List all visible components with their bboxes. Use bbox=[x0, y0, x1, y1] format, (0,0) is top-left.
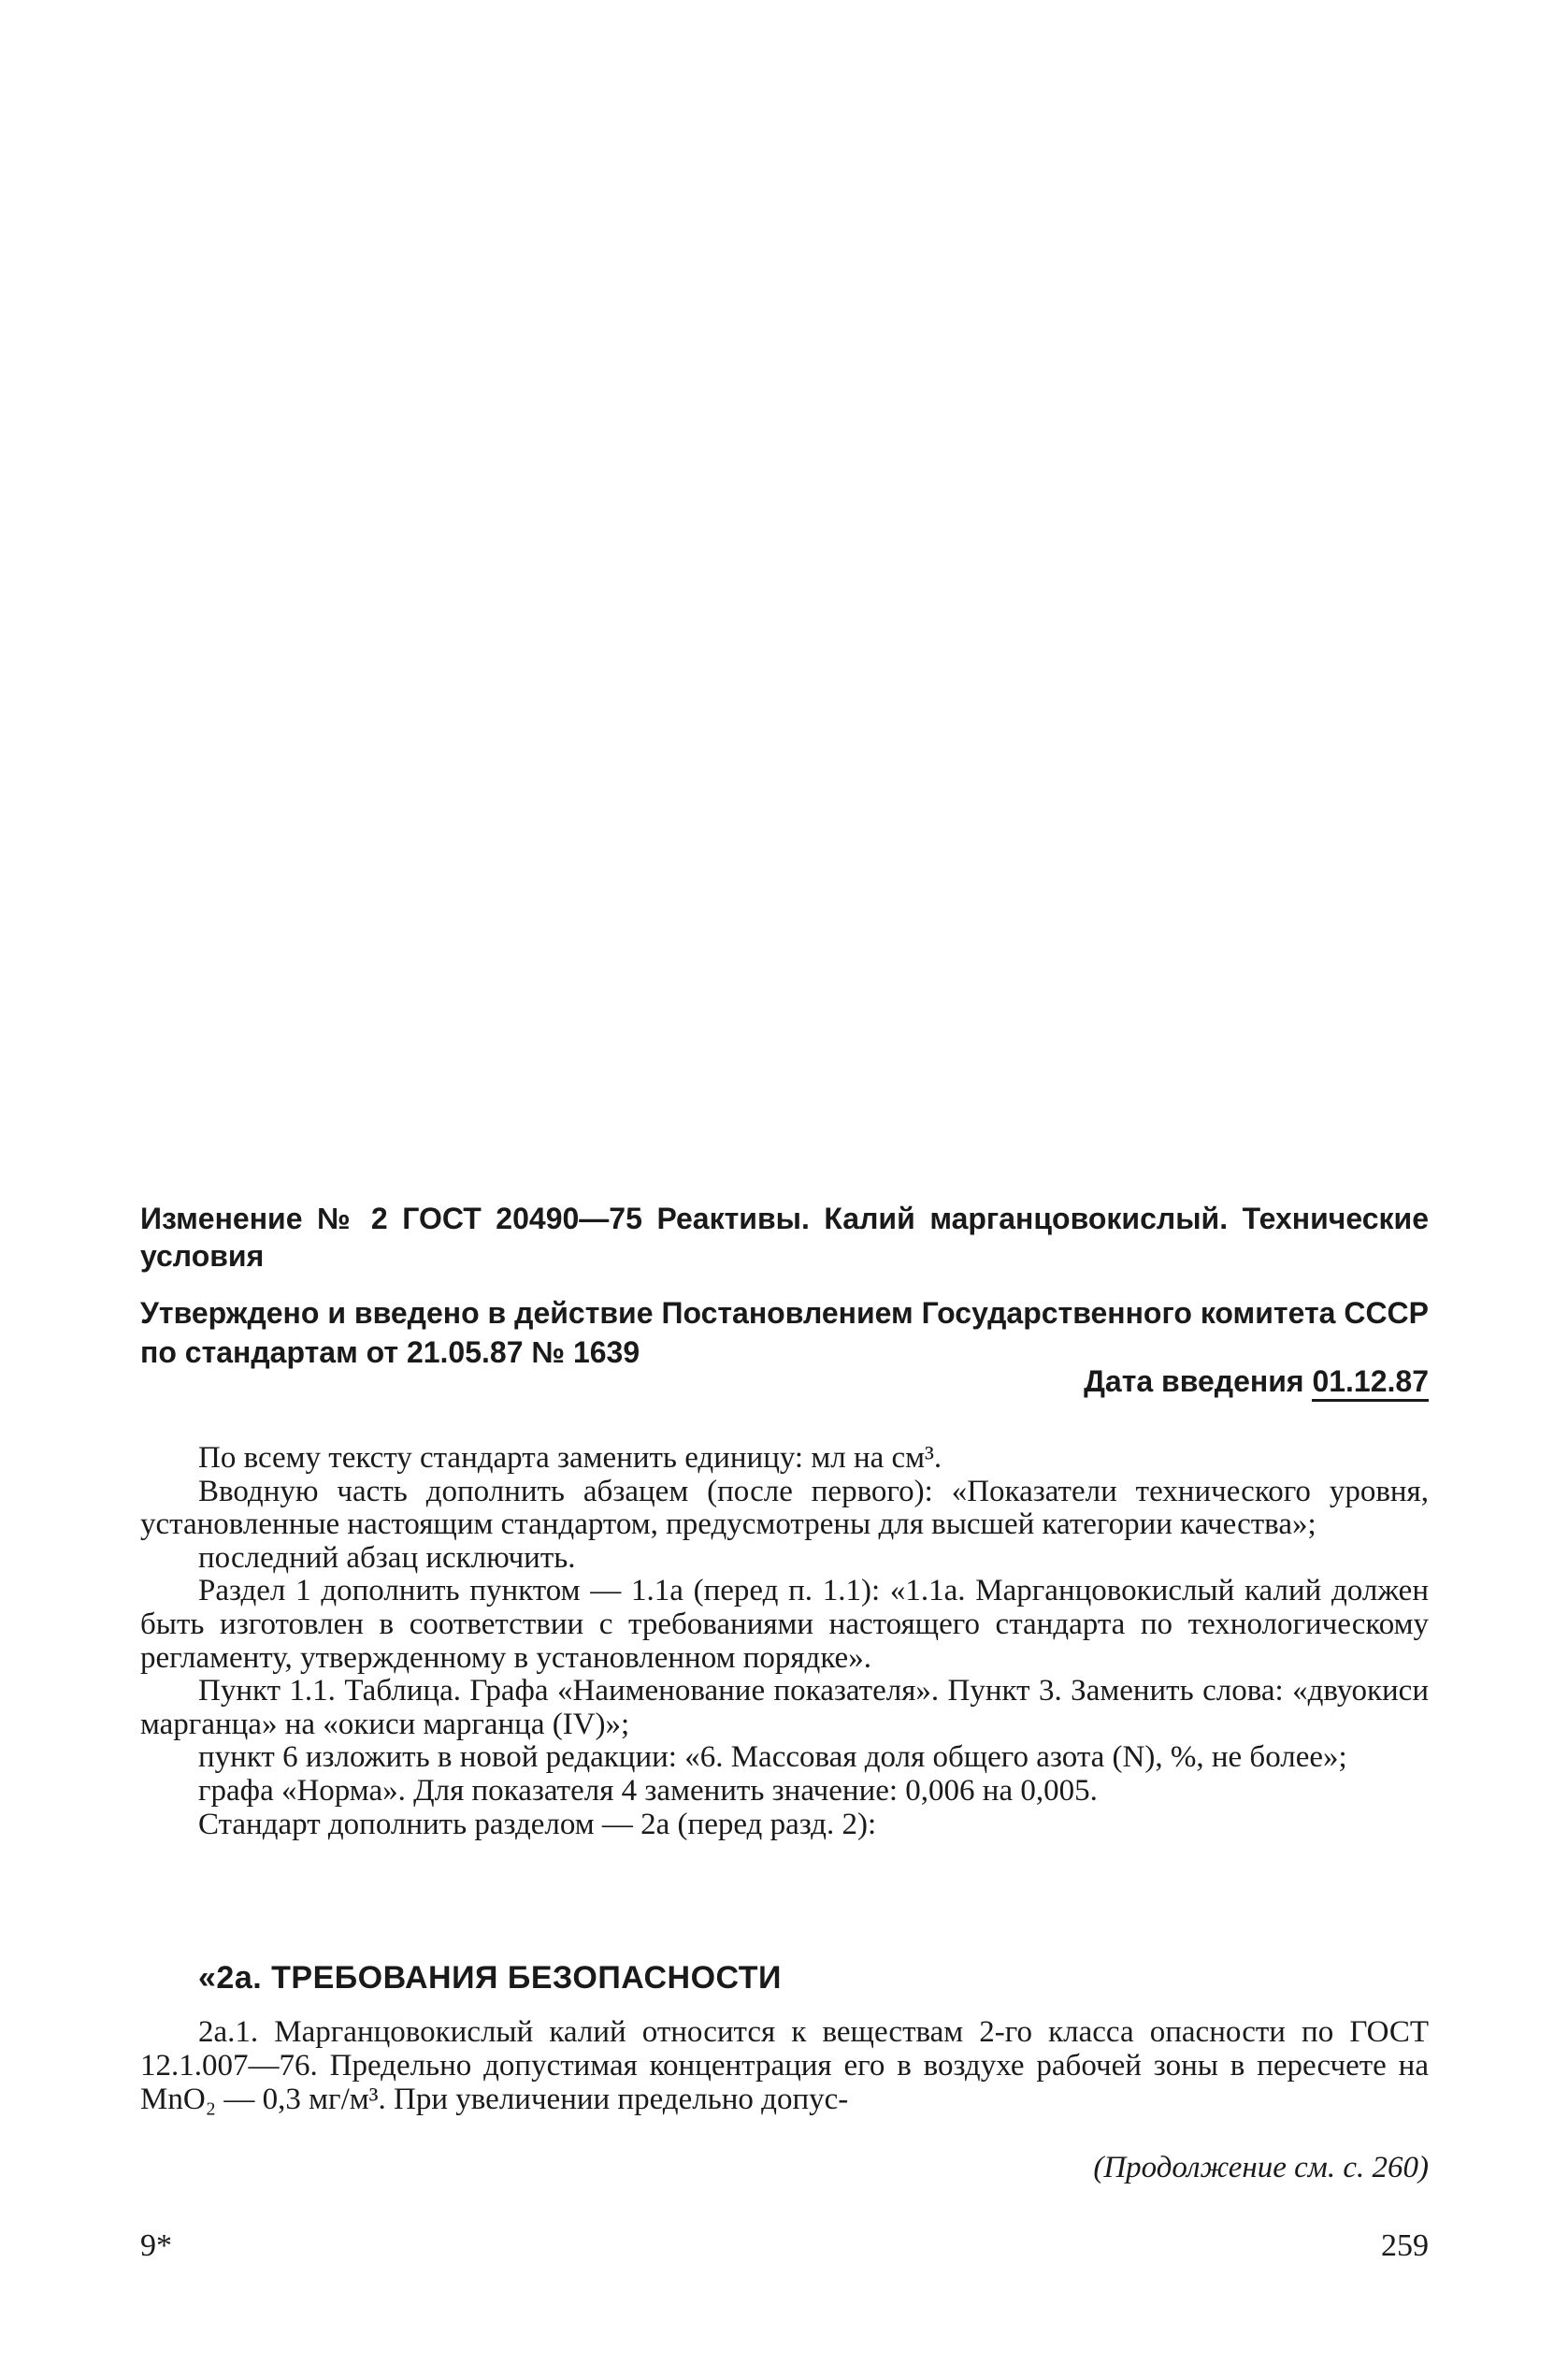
body-paragraph: графа «Норма». Для показателя 4 заменить значение: 0,006 на 0,005. bbox=[198, 1773, 1098, 1808]
body-paragraph: По всему тексту стандарта заменить единицу: мл на см³. bbox=[198, 1441, 942, 1475]
body-paragraph: Раздел 1 дополнить пунктом — 1.1а (перед п. 1.1): «1.1а. Марганцовокислый калий должен быть изготовлен в соответствии с требованиями настоящего стандарта по технологическому регламенту, утвержденному в установленном порядке». bbox=[140, 1574, 1429, 1675]
section-paragraph: 2а.1. Марганцовокислый калий относится к веществам 2-го класса опасности по ГОСТ 12.1.007—76. Предельно допустимая концентрация его в воздухе рабочей зоны в пересчете на MnO₂ — 0,3 мг/м³. При увеличении предельно допус- bbox=[140, 2015, 1429, 2116]
approval-statement: Утверждено и введено в действие Постановлением Государственного комитета СССР по стандартам от 21.05.87 № 1639 bbox=[140, 1296, 1429, 1369]
page-number: 259 bbox=[1381, 2228, 1429, 2263]
signature-mark: 9* bbox=[140, 2228, 172, 2263]
section-body bbox=[140, 2015, 1429, 2116]
body-paragraph: последний абзац исключить. bbox=[198, 1540, 576, 1575]
body-paragraph: Вводную часть дополнить абзацем (после первого): «Показатели технического уровня, установленные настоящим стандартом, предусмотрены для высшей категории качества»; bbox=[140, 1474, 1429, 1542]
body-paragraph: Стандарт дополнить разделом — 2а (перед разд. 2): bbox=[198, 1807, 877, 1841]
continuation-note: (Продолжение см. с. 260) bbox=[1093, 2151, 1429, 2184]
body-paragraph: пункт 6 изложить в новой редакции: «6. Массовая доля общего азота (N), %, не более»; bbox=[198, 1740, 1347, 1775]
introduction-date-value: 01.12.87 bbox=[1312, 1364, 1429, 1402]
body-paragraph: Пункт 1.1. Таблица. Графа «Наименование показателя». Пункт 3. Заменить слова: «двуокиси марганца» на «окиси марганца (IV)»; bbox=[140, 1674, 1429, 1741]
document-title: Изменение № 2 ГОСТ 20490—75 Реактивы. Калий марганцовокислый. Технические условия bbox=[140, 1202, 1429, 1273]
section-heading: «2а. ТРЕБОВАНИЯ БЕЗОПАСНОСТИ bbox=[198, 1960, 782, 1996]
introduction-date-label: Дата введения bbox=[1084, 1364, 1304, 1398]
introduction-date bbox=[1084, 1362, 1429, 1401]
amendment-body bbox=[140, 1442, 1429, 1841]
